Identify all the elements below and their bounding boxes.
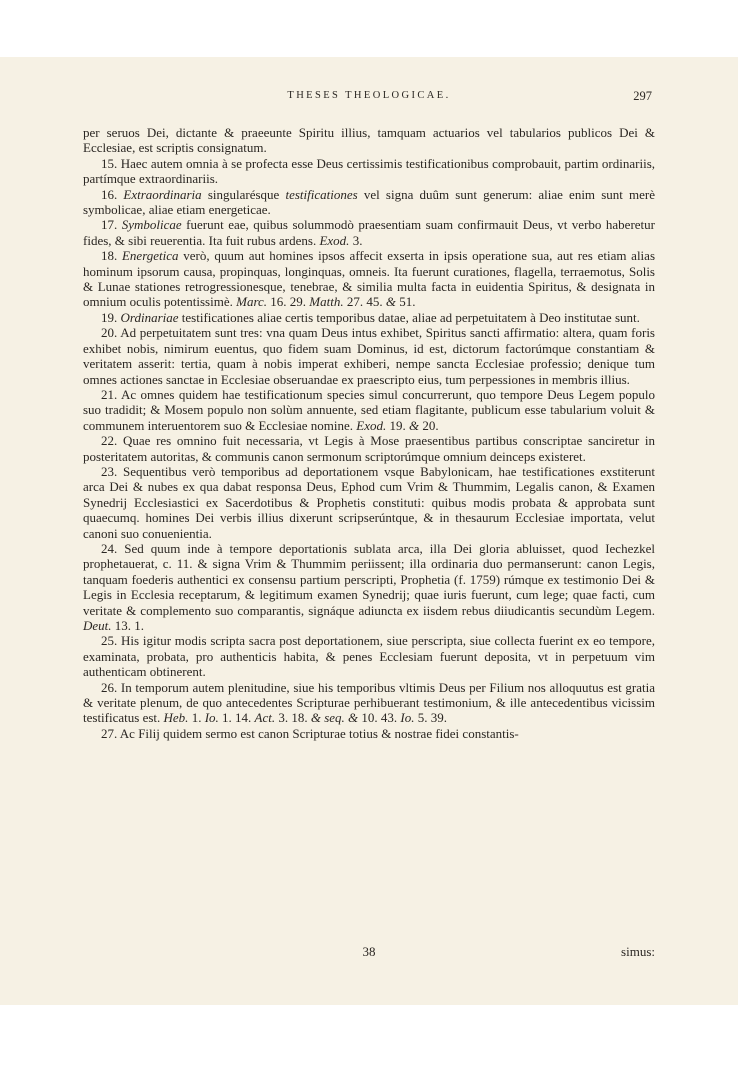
paragraph: [83, 633, 655, 679]
text-run: 19.: [386, 417, 409, 433]
text-run: Ac Filij quidem sermo est canon Scripturae totius & nostrae fidei constantis-: [119, 725, 519, 741]
body-text: [83, 125, 655, 741]
text-run: fuerunt eae, quibus solummodò praesentiam suam confirmauit Deus, vt verbo haberetur fides, & sibi reuerentia. Ita fuit rubus ardens.: [83, 217, 655, 248]
paragraph-number: 16.: [101, 186, 118, 202]
paragraph: [83, 387, 655, 433]
text-run: Haec autem omnia à se profecta esse Deus certissimis testificationibus comprobauit, partim ordinariis, partímque extraordinariis.: [83, 155, 655, 187]
italic-text: Io.: [400, 710, 415, 726]
italic-text: Act.: [254, 710, 276, 726]
text-run: Sed quum inde à tempore deportationis sublata arca, illa Dei gloria abluisset, quod Iechezkel prophetauerat, c. 11. & signa Vrim & Thummim periissent; illa ordinaria duo permanserunt: canon Legis, tanquam foederis authentici ex consensu partium perscripti, Prophetia (f. 1759) rúmque ex testimonio Dei & Legis in Ecclesia receptarum, & legitimum examen Synedrij; quae iuris fuerunt, cum lege; quae facti, cum veritate & complemento suo comparantis, signáque adiuncta ex iisdem rebus diiudicantis secundùm Legem.: [83, 540, 656, 618]
italic-text: Deut.: [83, 618, 112, 633]
text-run: per seruos Dei, dictante & praeeunte Spiritu illius, tamquam actuarios vel tabularios publicos Dei & Ecclesiae, est scriptis consignatum.: [83, 125, 655, 156]
paragraph: [83, 464, 655, 541]
italic-text: Exod.: [319, 232, 350, 248]
italic-text: Extraordinaria: [123, 186, 202, 202]
paragraph: [83, 187, 655, 218]
running-title: THESES THEOLOGICAE.: [287, 90, 451, 101]
text-run: 10. 43.: [358, 710, 401, 726]
paragraph: [83, 325, 655, 387]
text-run: 51.: [395, 294, 416, 310]
text-run: 13. 1.: [111, 618, 145, 633]
text-run: verò, quum aut homines ipsos affecit exserta in ipsis operatione sua, aut res etiam alias hominum ipsorum causa, propinquas, longinquas, omneis. Ita fuerunt curationes, flagella, terraemotus, Solis & Lunae stationes retrogressionesque, tenebrae, & similia multa facta in euidentia Spiritus, & designata in omnium oculis potentissimè.: [83, 248, 656, 310]
paragraph: [83, 310, 655, 325]
book-page: [0, 57, 738, 1005]
italic-text: Energetica: [121, 248, 179, 264]
text-run: In temporum autem plenitudine, siue his temporibus vltimis Deus per Filium nos alloquutus est gratia & veritate plenum, de quo antecedentes Scripturae perhibuerant testimonium, & ille antecedentibus vicissim testificatus est.: [83, 679, 655, 726]
text-run: vel signa duûm sunt generum: aliae enim sunt merè symbolicae, aliae etiam energeticae.: [83, 186, 656, 218]
text-run: 16. 29.: [267, 294, 310, 310]
text-run: Ac omnes quidem hae testificationum species simul concurrerunt, quo tempore Deus Legem populo suo tradidit; & Mosem populo non solùm annuente, sed etiam flagitante, publicum esse tabularium voluit & communem interuentorem suo & Ecclesiae nomine.: [83, 386, 655, 433]
text-run: Sequentibus verò temporibus ad deportationem vsque Babylonicam, hae testificationes exstiterunt arca Dei & nubes ex qua dabat responsa Deus, Ephod cum Vrim & Thummim, Legalis canon, & Examen Synedrij Ecclesiastici ex Sacerdotibus & Prophetis constituti: quibus modis probata & approbata sunt quaecumq. homines Dei verbis illius dixerunt scripserúntque, & in thesaurum Ecclesiae importata, velut canoni suo conuenientia.: [83, 463, 656, 541]
text-run: 3. 18.: [275, 710, 311, 726]
page-header: [0, 90, 738, 106]
italic-text: &: [385, 294, 396, 310]
text-run: 5. 39.: [414, 710, 448, 726]
italic-text: Heb.: [163, 710, 189, 726]
paragraph: [83, 125, 655, 156]
paragraph-number: 22.: [101, 433, 118, 449]
text-run: 1. 14.: [218, 710, 255, 726]
italic-text: testificationes: [285, 186, 358, 202]
paragraph: [83, 726, 655, 741]
text-run: 1.: [188, 710, 205, 726]
paragraph: [83, 217, 655, 248]
paragraph-number: 20.: [101, 325, 118, 341]
paragraph: [83, 156, 655, 187]
paragraph-number: 21.: [101, 386, 118, 402]
text-run: His igitur modis scripta sacra post deportationem, siue perscripta, siue collecta fuerint ex eo tempore, examinata, probata, pro authenticis habita, & penes Ecclesiam fuerunt deposita, vt in perpetuum vim authenticam obtinerent.: [83, 633, 656, 680]
italic-text: Matth.: [309, 294, 344, 310]
italic-text: Io.: [204, 710, 219, 726]
italic-text: & seq. &: [310, 710, 359, 726]
paragraph-number: 25.: [101, 633, 118, 649]
catchword: simus:: [621, 944, 655, 959]
italic-text: Ordinariae: [120, 309, 179, 325]
paragraph-number: 27.: [101, 725, 118, 741]
text-run: 27. 45.: [343, 294, 386, 310]
paragraph-number: 24.: [101, 540, 118, 556]
text-run: testificationes aliae certis temporibus datae, aliae ad perpetuitatem à Deo institutae sunt.: [178, 309, 640, 325]
text-run: 20.: [419, 417, 439, 433]
paragraph: [83, 248, 655, 310]
text-run: 3.: [349, 232, 363, 248]
italic-text: &: [409, 417, 420, 433]
paragraph-number: 23.: [101, 463, 118, 479]
paragraph: [83, 433, 655, 464]
paragraph: [83, 541, 655, 633]
paragraph-number: 17.: [101, 217, 118, 233]
text-run: singularésque: [201, 186, 286, 202]
paragraph-number: 15.: [101, 155, 118, 171]
paragraph-number: 26.: [101, 679, 118, 695]
italic-text: Symbolicae: [121, 217, 182, 233]
text-run: Quae res omnino fuit necessaria, vt Legis à Mose praesentibus partibus conscriptae sanciretur in posteritatem autoritas, & communis canon sermonum scriptorúmque omnium deinceps existeret.: [83, 433, 656, 464]
signature-mark: 38: [362, 944, 376, 959]
text-run: Ad perpetuitatem sunt tres: vna quam Deus intus exhibet, Spiritus sancti affirmatio: altera, quam foris exhibet nobis, nimirum euentus, quo fidem suam Dominus, id est, dictorum factorúmque constantiam & veritatem asserit: tertia, quam à nobis imperat exhiberi, nempe sancta Ecclesiae professio; denique tum omnes actiones sanctae in Ecclesiae obseruandae ex praescripto eius, tum perpessiones in membris illius.: [83, 325, 655, 387]
paragraph-number: 19.: [101, 309, 118, 325]
page-number: 297: [633, 89, 652, 103]
italic-text: Marc.: [236, 294, 268, 310]
paragraph-number: 18.: [101, 248, 118, 264]
page-footer: [83, 944, 655, 960]
paragraph: [83, 680, 655, 726]
italic-text: Exod.: [356, 417, 387, 433]
